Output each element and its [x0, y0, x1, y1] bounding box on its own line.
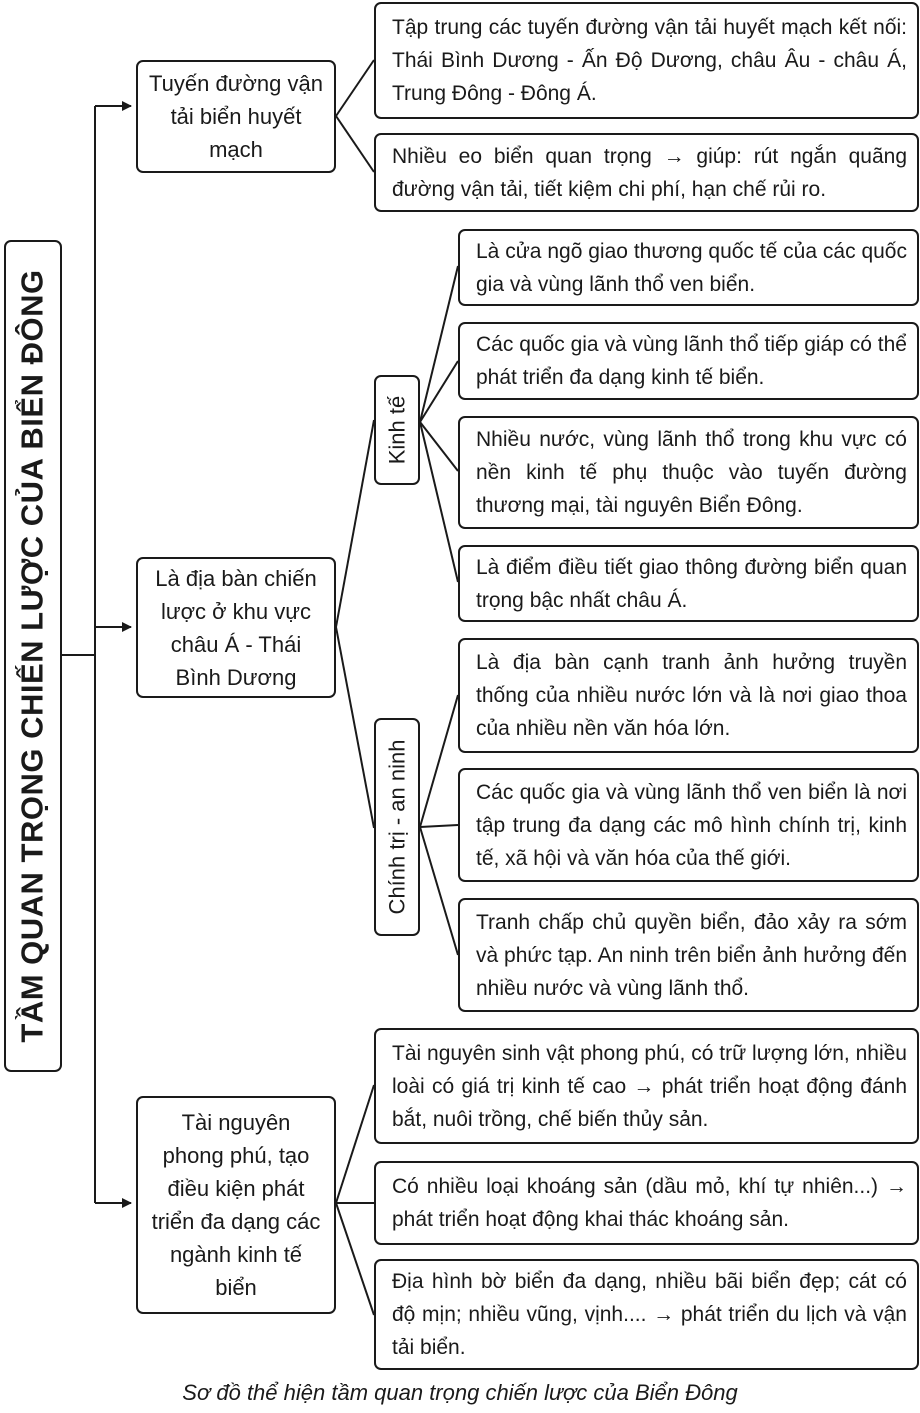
diagram-title: TẦM QUAN TRỌNG CHIẾN LƯỢC CỦA BIỂN ĐÔNG: [15, 269, 51, 1043]
detail-text: Là địa bàn cạnh tranh ảnh hưởng truyền thống của nhiều nước lớn và là nơi giao thoa của nhiều nền văn hóa lớn.: [476, 651, 907, 740]
branch-label: Tuyến đường vận tải biển huyết mạch: [149, 71, 323, 162]
fan-line: [336, 420, 374, 627]
fan-line: [420, 361, 458, 422]
branch-box-strategic-area: [136, 557, 336, 698]
detail-text: Nhiều nước, vùng lãnh thổ trong khu vực có nền kinh tế phụ thuộc vào tuyến đường thương mại, tài nguyên Biển Đông.: [476, 428, 907, 517]
fan-line: [336, 1203, 374, 1315]
detail-text: Có nhiều loại khoáng sản (dầu mỏ, khí tự nhiên...) → phát triển hoạt động khai thác khoáng sản.: [392, 1175, 907, 1231]
fan-line: [420, 825, 458, 827]
fan-line: [336, 627, 374, 828]
subgroup-label: Kinh tế: [384, 395, 409, 465]
branch-label: Tài nguyên phong phú, tạo điều kiện phát triển đa dạng các ngành kinh tế biển: [151, 1110, 321, 1300]
detail-box: [374, 133, 919, 212]
detail-box: [458, 768, 919, 882]
detail-box: [458, 638, 919, 753]
subgroup-box-politics-security: [374, 718, 420, 936]
detail-box: [374, 2, 919, 119]
detail-box: [458, 416, 919, 529]
title-box: [4, 240, 62, 1072]
branch-label: Là địa bàn chiến lược ở khu vực châu Á - Thái Bình Dương: [155, 565, 317, 690]
detail-text: Là cửa ngõ giao thương quốc tế của các quốc gia và vùng lãnh thổ ven biển.: [476, 239, 907, 296]
fan-line: [420, 266, 458, 422]
fan-line: [420, 695, 458, 827]
detail-text: Các quốc gia và vùng lãnh thổ tiếp giáp có thể phát triển đa dạng kinh tế biển.: [476, 333, 907, 389]
fan-line: [336, 1085, 374, 1203]
detail-box: [374, 1161, 919, 1245]
detail-text: Tài nguyên sinh vật phong phú, có trữ lượng lớn, nhiều loài có giá trị kinh tế cao → phát triển hoạt động đánh bắt, nuôi trồng, chế biến thủy sản.: [392, 1041, 907, 1131]
diagram-caption: Sơ đồ thể hiện tầm quan trọng chiến lược của Biển Đông: [182, 1380, 738, 1405]
detail-text: Địa hình bờ biển đa dạng, nhiều bãi biển đẹp; cát có độ mịn; nhiều vũng, vịnh.... → phát triển du lịch và vận tải biển.: [392, 1270, 907, 1359]
fan-line: [420, 827, 458, 955]
detail-text: Các quốc gia và vùng lãnh thổ ven biển là nơi tập trung đa dạng các mô hình chính trị, kinh tế, xã hội và văn hóa của thế giới.: [476, 780, 907, 870]
detail-box: [458, 229, 919, 306]
detail-box: [374, 1028, 919, 1144]
detail-box: [458, 545, 919, 622]
detail-box: [458, 898, 919, 1012]
branch-box-resources: [136, 1096, 336, 1314]
subgroup-box-economy: [374, 375, 420, 485]
detail-box: [374, 1259, 919, 1370]
detail-text: Tranh chấp chủ quyền biển, đảo xảy ra sớm và phức tạp. An ninh trên biển ảnh hưởng đến nhiều nước và vùng lãnh thổ.: [476, 910, 907, 1000]
detail-text: Tập trung các tuyến đường vận tải huyết mạch kết nối: Thái Bình Dương - Ấn Độ Dương, châu Âu - châu Á, Trung Đông - Đông Á.: [392, 16, 907, 105]
detail-text: Nhiều eo biển quan trọng → giúp: rút ngắn quãng đường vận tải, tiết kiệm chi phí, hạn chế rủi ro.: [392, 144, 907, 201]
subgroup-label: Chính trị - an ninh: [384, 739, 409, 915]
detail-box: [458, 322, 919, 400]
fan-line: [336, 116, 374, 172]
branch-box-shipping-routes: [136, 60, 336, 173]
detail-text: Là điểm điều tiết giao thông đường biển quan trọng bậc nhất châu Á.: [476, 555, 907, 612]
fan-line: [336, 60, 374, 116]
